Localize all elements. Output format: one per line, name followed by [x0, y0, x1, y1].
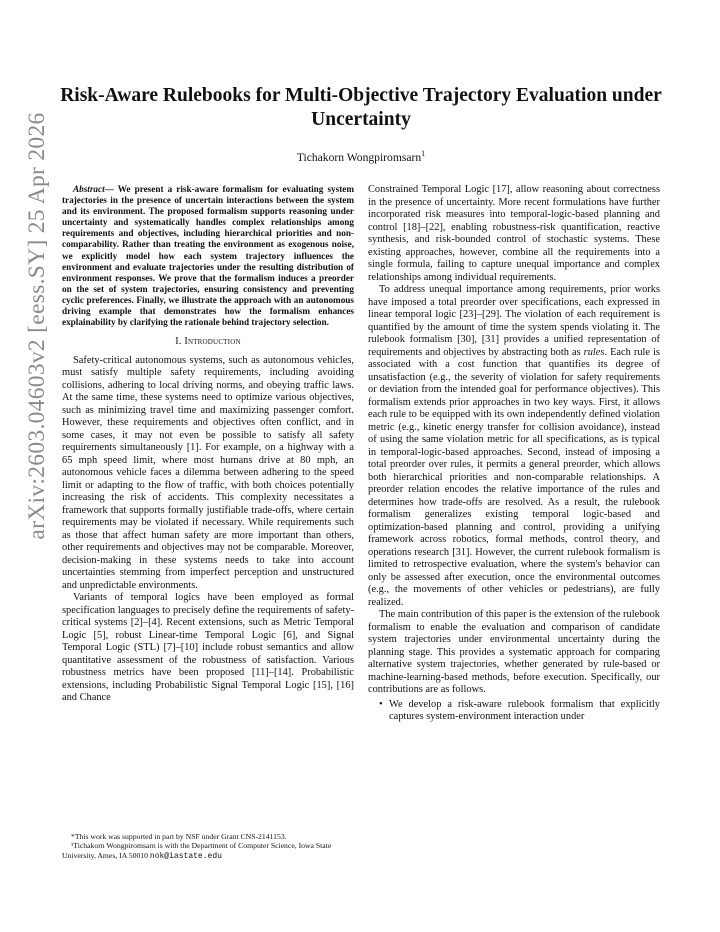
- author-line: [60, 149, 662, 164]
- contributions-list: [368, 699, 660, 724]
- contribution-1: We develop a risk-aware rulebook formalism that explicitly captures system-environment interaction under: [389, 698, 660, 722]
- bullet-icon: •: [379, 698, 383, 710]
- paper-title: Risk-Aware Rulebooks for Multi-Objective Trajectory Evaluation under Uncertainty: [60, 85, 662, 130]
- footnotes: [62, 832, 354, 861]
- intro-paragraph-2: Variants of temporal logics have been employed as formal specification languages to precisely define the requirements of safety-critical systems [2]–[4]. Recent extensions, such as Metric Temporal Logic [5], robust Linear-time Temporal Logic [6], and Signal Temporal Logic (STL) [7]–[10] include robust semantics and allow quantitative assessment of the robustness of satisfaction. Various robustness metrics have been proposed [11]–[14]. Probabilistic extensions, including Probabilistic Signal Temporal Logic [15], [16] and Chance: [62, 592, 354, 704]
- right-column: [368, 184, 660, 724]
- abstract-text: — We present a risk-aware formalism for evaluating system trajectories in the presence of uncertain interactions between the system and its environment. The proposed formalism supports reasoning under uncertainty and systematically handles complex relationships among requirements and objectives, including hierarchical priorities and non-comparability. Rather than treating the environment as exogenous noise, we explicitly model how each system trajectory influences the environment and evaluate trajectories under the resulting distribution of environment responses. We prove that the formalism induces a preorder on the set of system trajectories, ensuring consistency and preventing cyclic preferences. Finally, we illustrate the approach with an autonomous driving example that demonstrates how the formalism enhances explainability by clarifying the rationale behind trajectory selection.: [62, 184, 354, 328]
- footnote-affiliation: ¹Tichakorn Wongpiromsarn is with the Department of Computer Science, Iowa State University, Ames, IA 50010 nok@iastate.edu: [62, 841, 332, 861]
- section-heading-introduction: [62, 336, 354, 349]
- arxiv-stamp: arXiv:2603.04603v2 [eess.SY] 25 Apr 2026: [24, 112, 50, 540]
- rules-term: rules: [583, 346, 605, 358]
- author-name: Tichakorn Wongpiromsarn: [296, 150, 422, 164]
- intro-paragraph-3: Constrained Temporal Logic [17], allow reasoning about correctness in the presence of uncertainty. More recent formulations have further incorporated risk measures into temporal-logic-based planning and control [18]–[22], enabling robustness-risk quantification, reactive synthesis, and risk-bounded control of stochastic systems. These existing approaches, however, combine all the requirements into a single formula, failing to capture unequal importance and complex relationships among individual requirements.: [368, 184, 660, 283]
- left-column: [62, 184, 354, 705]
- intro-paragraph-4: To address unequal importance among requirements, prior works have imposed a total preorder over specifications, each expressed in linear temporal logic [23]–[29]. The violation of each requirement is quantified by the amount of time the system spends violating it. The rulebook formalism [30], [31] provides a unified representation of requirements and objectives by abstracting both as rules. Each rule is associated with a cost function that quantifies its degree of unsatisfaction (e.g., the severity of violation for safety requirements or deviation from the intended goal for performance objectives). This formalism extends prior approaches in two key ways. First, it allows each rule to be equipped with its own independently defined violation metric (e.g., kinetic energy transfer for collision avoidance), instead of using the same violation metric for all specifications, as is typical in temporal-logic-based approaches. Second, instead of imposing a total preorder over rules, it permits a general preorder, which allows both hierarchical priorities and non-comparable relationships. A preorder relation encodes the relative importance of the rules and determines how trade-offs are resolved. As a result, the rulebook formalism generalizes existing temporal logic-based and optimization-based planning and control, providing a unifying framework across robotics, formal methods, control theory, and operations research [31]. However, the current rulebook formalism is limited to retrospective evaluation, where the system's behavior can only be assessed after execution, once the environmental outcomes (e.g., the movements of other vehicles or pedestrians), are fully realized.: [368, 284, 660, 608]
- list-item: [379, 699, 660, 724]
- abstract-label: Abstract: [73, 184, 105, 194]
- section-number: I.: [175, 336, 182, 348]
- section-title: Introduction: [184, 336, 241, 348]
- abstract: [62, 184, 354, 328]
- intro-paragraph-1: Safety-critical autonomous systems, such as autonomous vehicles, must satisfy multiple safety requirements, including avoiding collisions, adhering to local driving norms, and obeying traffic laws. At the same time, these systems need to optimize various objectives, such as minimizing travel time and maximizing passenger comfort. However, these requirements and objectives often conflict, and in some cases, it may not even be possible to satisfy all safety requirements simultaneously [1]. For example, on a highway with a 65 mph speed limit, where most humans drive at 80 mph, an autonomous vehicle faces a dilemma between adhering to the speed limit or adapting to the flow of traffic, with both choices potentially increasing the risk of accidents. This complexity necessitates a framework that supports formally justifiable trade-offs, where certain requirements may be violated if necessary. While requirements such as those that affect human safety are more important than others, other requirements and objectives may not be comparable. Moreover, decision-making in these systems needs to take into account uncertainties stemming from imperfect perception and unstructured and unpredictable environments.: [62, 354, 354, 591]
- footnote-funding: *This work was supported in part by NSF under Grant CNS-2141153.: [71, 832, 287, 841]
- author-affiliation-mark: 1: [421, 149, 426, 158]
- author-email: nok@iastate.edu: [149, 851, 222, 861]
- intro-paragraph-5: The main contribution of this paper is the extension of the rulebook formalism to enable the evaluation and comparison of candidate system trajectories under environmental uncertainty during the planning stage. This provides a systematic approach for comparing alternative system trajectories, whether generated by rule-based or machine-learning-based methods, before execution. Specifically, our contributions are as follows.: [368, 609, 660, 695]
